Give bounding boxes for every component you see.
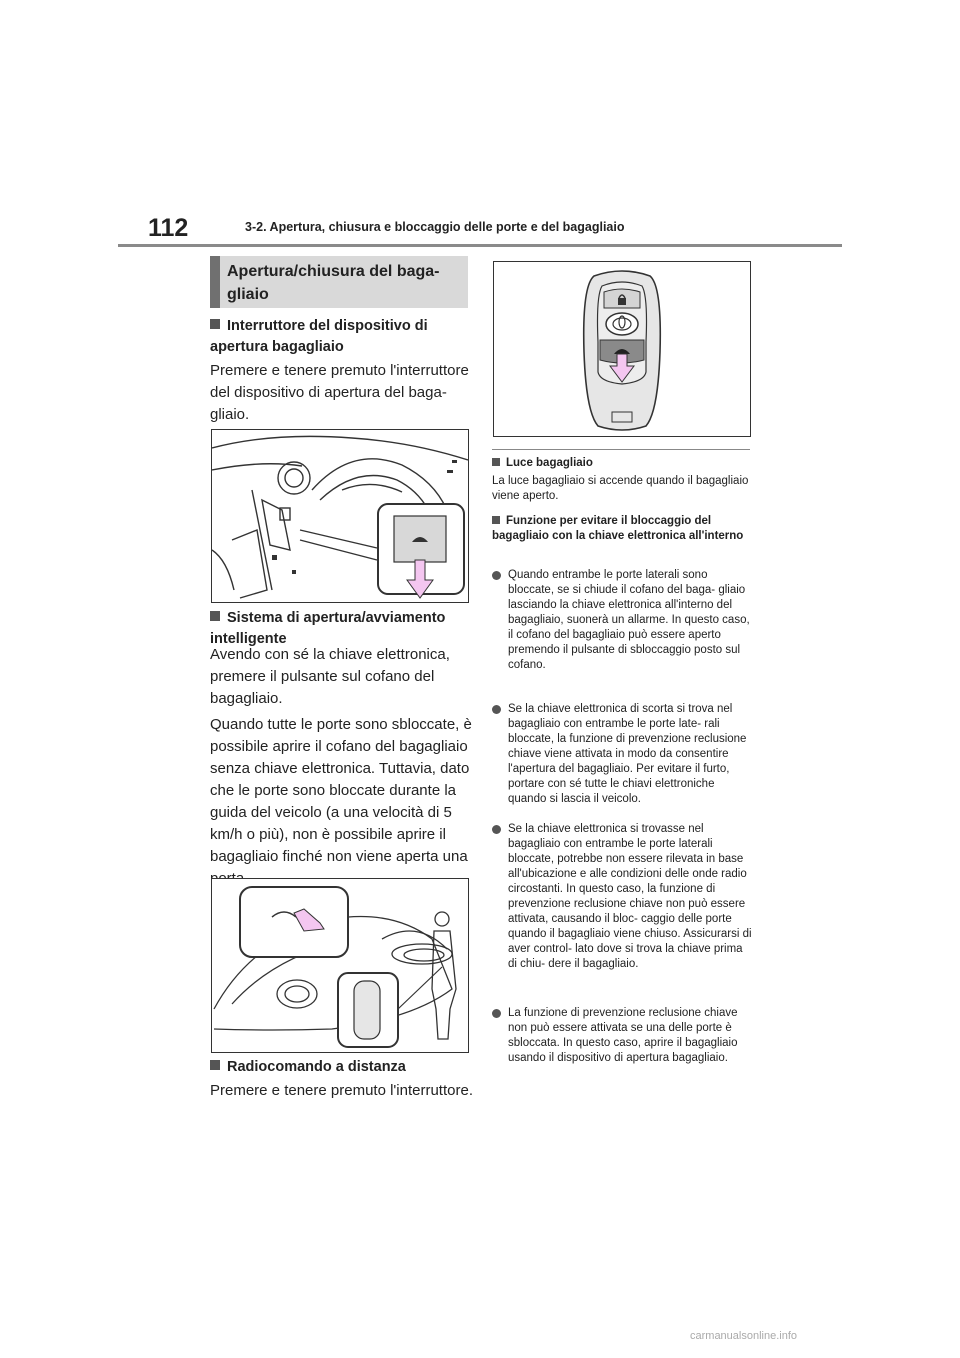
section-title-bar [210,256,220,308]
paragraph-opener: Premere e tenere premuto l'interruttore del dispositivo di apertura del baga- gliaio. [210,362,469,423]
paragraph-smart-entry-1: Avendo con sé la chiave elettronica, premere il pulsante sul cofano del bagagliaio. [210,646,450,707]
figure-key-fob [493,261,751,437]
round-bullet-icon [492,571,501,580]
heading-text: Interruttore del dispositivo di apertura bagagliaio [210,318,428,355]
round-bullet-icon [492,705,501,714]
section-title-text: Apertura/chiusura del baga- gliaio [227,263,440,303]
bullet-item [492,822,754,972]
footer-watermark: carmanualsonline.info [690,1330,798,1342]
square-bullet-icon [492,516,500,524]
bullet-item [492,1006,754,1066]
figure-trunk-button [211,878,469,1053]
bullet-text: Se la chiave elettronica di scorta si trova nel bagagliaio con entrambe le porte late- rali bloccate, la funzione di prevenzione reclusione chiave viene attivata in modo da consentire l'apertura del bagagliaio. Per evitare il furto, portare con sé tutte le chiavi elettroniche quando si lascia il veicolo. [508,703,747,805]
bullet-item [492,702,754,807]
heading-text: Sistema di apertura/avviamento intelligente [210,610,446,647]
section-title [210,256,468,308]
paragraph-trunk-light: La luce bagagliaio si accende quando il bagagliaio viene aperto. [492,475,749,502]
page-number: 112 [148,214,189,242]
bullet-item [492,568,754,673]
round-bullet-icon [492,1009,501,1018]
key-fob-illustration [494,262,750,436]
key-icon [354,981,380,1039]
paragraph-remote: Premere e tenere premuto l'interruttore. [210,1082,473,1099]
heading-remote [210,1057,470,1078]
car-rear-illustration [212,879,468,1052]
heading-lockout-prevention [492,514,754,544]
square-bullet-icon [492,458,500,466]
square-bullet-icon [210,319,220,329]
heading-text: Luce bagagliaio [506,457,593,469]
round-bullet-icon [492,825,501,834]
square-bullet-icon [210,1060,220,1070]
square-bullet-icon [210,611,220,621]
heading-opener-switch [210,316,470,358]
bullet-text: Se la chiave elettronica si trovasse nel bagagliaio con entrambe le porte laterali bloccate, potrebbe non essere rilevata in base all'ubicazione e alle condizioni delle onde radio circostanti. In questo caso, la funzione di prevenzione reclusione chiave non può essere attivata, causando il bloc- caggio delle porte quando il bagagliaio viene chiuso. Assicurarsi di aver control- lato dove si trova la chiave prima di chiu- dere il bagagliaio. [508,823,752,970]
figure-dashboard-opener [211,429,469,603]
right-column-divider [492,449,750,450]
heading-text: Funzione per evitare il bloccaggio del bagagliaio con la chiave elettronica all'interno [492,515,744,542]
heading-text: Radiocomando a distanza [227,1059,406,1075]
paragraph-smart-entry-2: Quando tutte le porte sono sbloccate, è possibile aprire il cofano del bagagliaio senza chiave elettronica. Tuttavia, dato che le porte sono bloccate durante la guida del veicolo (a una velocità di 5 km/h o più), non è possibile aprire il bagagliaio finché non viene aperta una [210,716,472,865]
dashboard-illustration [212,430,468,602]
heading-trunk-light [492,456,754,471]
bullet-text: La funzione di prevenzione reclusione chiave non può essere attivata se una delle porte è sbloccata. In questo caso, aprire il bagagliaio usando il dispositivo di apertura bagagliaio. [508,1007,738,1064]
header-divider [118,244,842,247]
bullet-text: Quando entrambe le porte laterali sono bloccate, se si chiude il cofano del baga- gliaio lasciando la chiave elettronica all'interno del bagagliaio, suonerà un allarme. In questo caso, il cofano del bagagliaio può essere aperto premendo il pulsante di sbloccaggio posto sul cofano. [508,569,750,671]
chapter-header: 3-2. Apertura, chiusura e bloccaggio delle porte e del bagagliaio [245,220,625,234]
